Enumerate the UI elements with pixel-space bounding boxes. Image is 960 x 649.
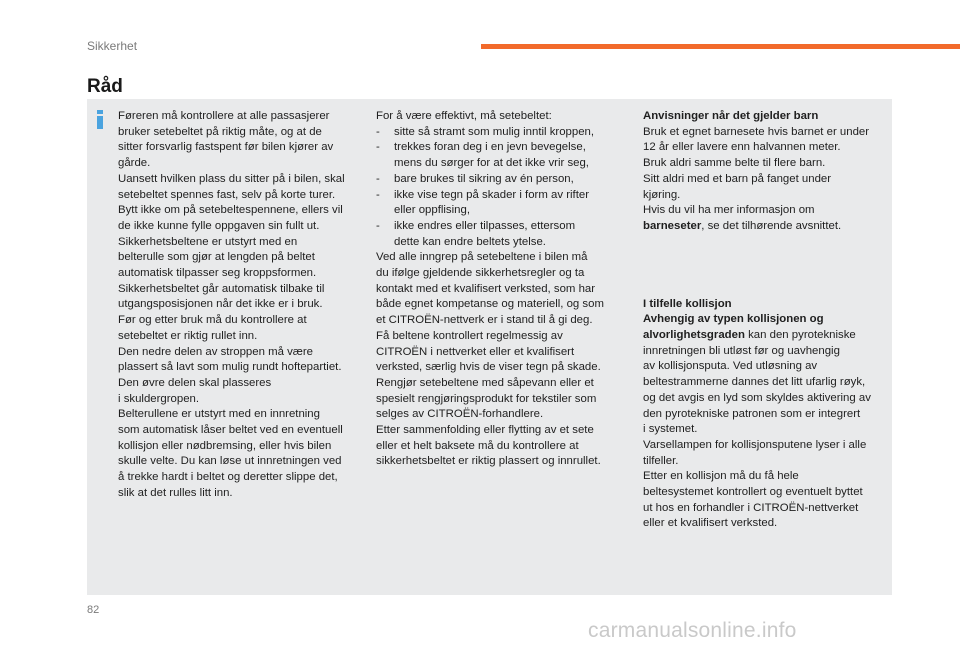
column-belt-effectiveness — [376, 109, 624, 470]
text-line: Sitt aldri med et barn på fanget under — [643, 172, 832, 185]
text-line: beltestrammerne dannes det litt ufarlig røyk, — [643, 376, 866, 389]
text-line: et CITROËN-nettverk er i stand til å gi deg. — [376, 314, 593, 327]
info-icon-dot — [97, 110, 103, 114]
text-line: som automatisk låser beltet ved en eventuell — [118, 424, 343, 437]
text-line: Rengjør setebeltene med såpevann eller et — [376, 376, 594, 389]
text-line: ut hos en forhandler i CITROËN-nettverket — [643, 501, 859, 514]
text-line: Føreren må kontrollere at alle passasjerer — [118, 110, 330, 122]
text-line: sikkerhetsbeltet er riktig plassert og innrullet. — [376, 455, 601, 468]
text-line: sitter forsvarlig fastspent før bilen kjører av — [118, 141, 334, 154]
text-line: de ikke kunne fylle oppgaven sin fullt ut. — [118, 219, 320, 232]
text-line: automatisk tilpasser seg kroppsformen. — [118, 267, 317, 280]
page-title: Råd — [87, 76, 123, 97]
list-item — [376, 172, 624, 188]
dash-marker: - — [376, 125, 380, 138]
collision-heading: I tilfelle kollisjon — [643, 297, 732, 310]
text-line: belterulle som gjør at lengden på beltet — [118, 251, 315, 264]
text-line — [643, 328, 893, 344]
text-line: selges av CITROËN-forhandlere. — [376, 408, 544, 421]
text-line: og det avgis en lyd som skyldes aktivering av — [643, 391, 871, 404]
text-line: Avhengig av typen kollisjonen og — [643, 313, 824, 326]
text-fragment-bold: alvorlighetsgraden — [643, 329, 745, 342]
section-accent-bar — [481, 44, 960, 49]
text-line: kjøring. — [643, 188, 681, 201]
list-item-line: ikke endres eller tilpasses, ettersom — [394, 219, 576, 232]
list-item-text: sitte så stramt som mulig inntil kroppen, — [394, 125, 595, 138]
list-item-text — [394, 140, 624, 171]
text-line: både egnet kompetanse og materiell, og som — [376, 298, 604, 311]
text-line: plassert så lavt som mulig rundt hoftepartiet. — [118, 361, 342, 374]
text-line: setebeltet er riktig rullet inn. — [118, 329, 258, 342]
text-line: den pyrotekniske patronen som er integrert — [643, 407, 861, 420]
text-line: setebeltet spennes fast, selv på korte turer. — [118, 188, 336, 201]
text-line: Sikkerhetsbeltene er utstyrt med en — [118, 235, 298, 248]
dash-marker: - — [376, 141, 380, 154]
text-line: Hvis du vil ha mer informasjon om — [643, 204, 815, 217]
info-icon-stem — [97, 116, 103, 129]
text-line: skulle velte. Du kan løse ut innretningen ved — [118, 455, 342, 468]
text-line: gårde. — [118, 157, 151, 170]
list-item-text — [394, 188, 624, 219]
text-line: spesielt rengjøringsprodukt for tekstiler som — [376, 392, 597, 405]
text-line: eller et helt baksete må du kontrollere at — [376, 439, 579, 452]
list-item — [376, 140, 624, 171]
text-fragment: , se det tilhørende avsnittet. — [701, 219, 842, 232]
text-line: slik at det rulles litt inn. — [118, 486, 233, 499]
text-line: av kollisjonsputa. Ved utløsning av — [643, 360, 818, 373]
text-line: beltesystemet kontrollert og eventuelt byttet — [643, 486, 863, 499]
column-driver-advice — [118, 109, 358, 502]
text-line — [643, 219, 893, 235]
text-line: bruker setebeltet på riktig måte, og at de — [118, 125, 322, 138]
list-item-line: dette kan endre beltets ytelse. — [394, 235, 546, 248]
dash-marker: - — [376, 188, 380, 201]
text-line: Bytt ikke om på setebeltespennene, ellers vil — [118, 204, 343, 217]
text-line: Før og etter bruk må du kontrollere at — [118, 314, 307, 327]
text-line: i systemet. — [643, 423, 698, 436]
text-line: tilfeller. — [643, 454, 679, 467]
text-line: i skuldergropen. — [118, 392, 200, 405]
text-line: kollisjon eller nødbremsing, eller hvis bilen — [118, 439, 332, 452]
page-number: 82 — [87, 604, 100, 616]
text-line: Belterullene er utstyrt med en innretning — [118, 408, 320, 421]
list-item-line: ikke vise tegn på skader i form av rifter — [394, 188, 589, 201]
child-seats-reference: barneseter — [643, 219, 702, 232]
list-item-line: trekkes foran deg i en jevn bevegelse, — [394, 141, 586, 154]
text-line: å trekke hardt i beltet og deretter slippe det, — [118, 471, 338, 484]
text-line: Den øvre delen skal plasseres — [118, 376, 272, 389]
list-item-text — [394, 219, 624, 250]
text-line: du ifølge gjeldende sikkerhetsregler og ta — [376, 267, 585, 280]
text-line: Bruk et egnet barnesete hvis barnet er under — [643, 125, 870, 138]
list-item — [376, 219, 624, 250]
spacer — [643, 235, 893, 297]
children-heading: Anvisninger når det gjelder barn — [643, 110, 819, 122]
text-line: innretningen bli utløst før og uavhengig — [643, 344, 840, 357]
column-children-collision — [643, 109, 893, 532]
text-line: Etter en kollisjon må du få hele — [643, 470, 799, 483]
text-line: utgangsposisjonen når det ikke er i bruk. — [118, 298, 323, 311]
text-line: CITROËN i nettverket eller et kvalifisert — [376, 345, 575, 358]
text-line: Ved alle inngrep på setebeltene i bilen må — [376, 251, 588, 264]
text-line: kontakt med et kvalifisert verksted, som har — [376, 282, 596, 295]
dash-marker: - — [376, 172, 380, 185]
info-icon — [95, 110, 105, 129]
text-line: eller et kvalifisert verksted. — [643, 517, 778, 530]
dash-marker: - — [376, 219, 380, 232]
text-line: Den nedre delen av stroppen må være — [118, 345, 314, 358]
text-fragment: kan den pyrotekniske — [744, 329, 856, 342]
text-line: Sikkerhetsbeltet går automatisk tilbake til — [118, 282, 325, 295]
text-line: Få beltene kontrollert regelmessig av — [376, 329, 563, 342]
text-line: Uansett hvilken plass du sitter på i bilen, skal — [118, 172, 345, 185]
list-item-line: eller oppflising, — [394, 204, 470, 217]
text-line: Etter sammenfolding eller flytting av et sete — [376, 424, 594, 437]
list-item-line: mens du sørger for at det ikke vrir seg, — [394, 157, 589, 170]
text-line: Bruk aldri samme belte til flere barn. — [643, 157, 826, 170]
list-item — [376, 188, 624, 219]
list-item-text: bare brukes til sikring av én person, — [394, 172, 574, 185]
section-label: Sikkerhet — [87, 39, 138, 53]
text-line: 12 år eller lavere enn halvannen meter. — [643, 141, 841, 154]
list-item — [376, 125, 624, 141]
text-line: verksted, særlig hvis de viser tegn på skade. — [376, 361, 601, 374]
watermark: carmanualsonline.info — [588, 619, 797, 642]
list-intro: For å være effektivt, må setebeltet: — [376, 110, 552, 122]
text-line: Varsellampen for kollisjonsputene lyser i alle — [643, 438, 867, 451]
